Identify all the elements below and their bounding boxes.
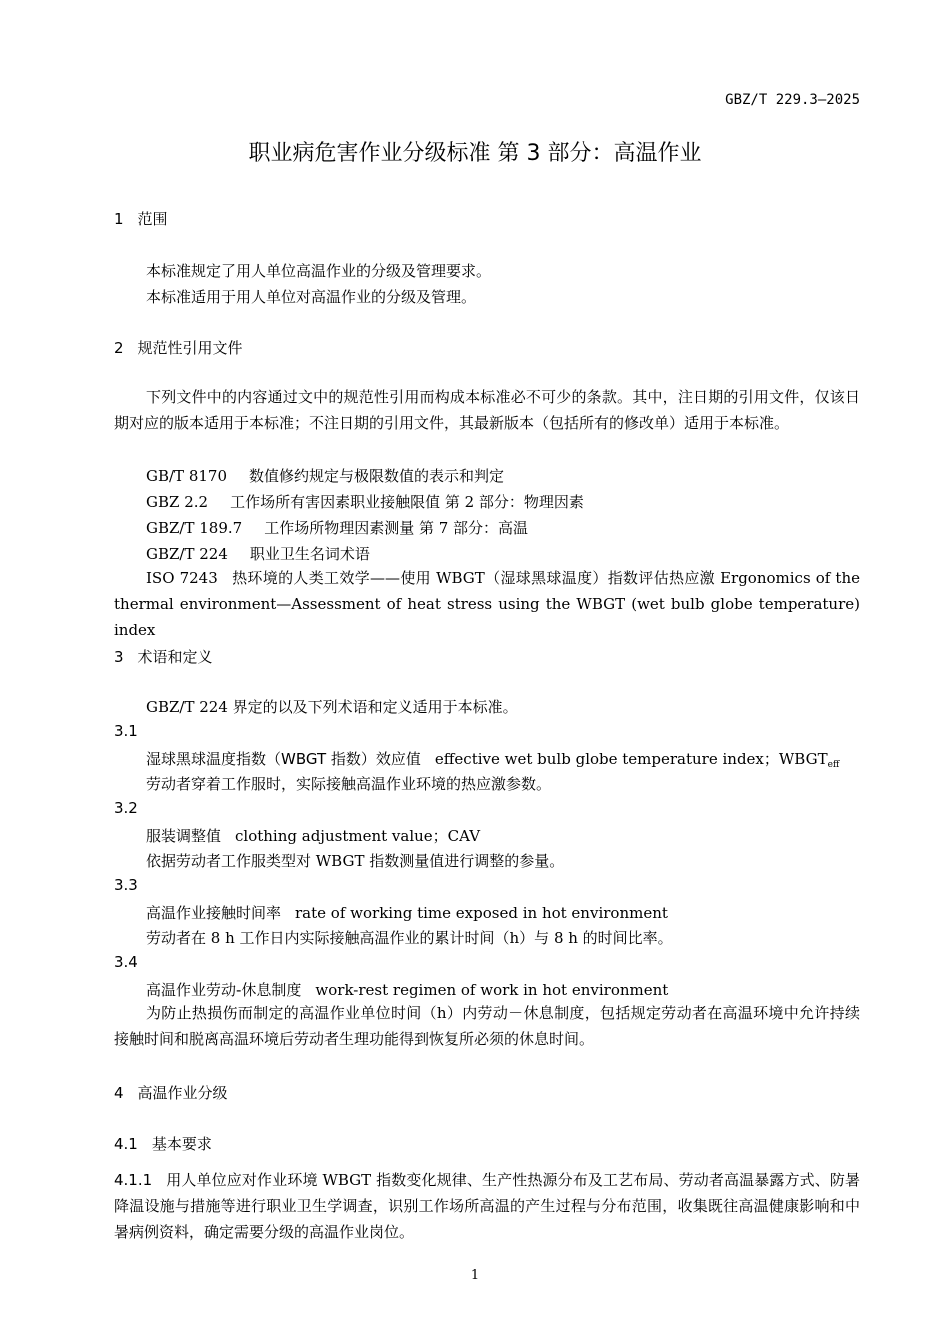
term-zh: 高温作业接触时间率	[146, 904, 282, 922]
section-number: 1	[114, 210, 124, 228]
section-title: 术语和定义	[137, 648, 213, 666]
term-entry	[146, 748, 839, 770]
subsection-4-1-heading	[114, 1133, 212, 1154]
clause-number: 4.1.1	[114, 1171, 153, 1189]
term-entry	[146, 979, 668, 1000]
term-number: 3.2	[114, 799, 138, 817]
section-3-heading	[114, 646, 213, 667]
section-number: 4	[114, 1084, 124, 1102]
page-number: 1	[470, 1268, 480, 1283]
clause-4-1-1	[114, 1167, 860, 1245]
reference-code: GBZ/T 224	[146, 545, 228, 563]
term-definition: 劳动者在 8 h 工作日内实际接触高温作业的累计时间（h）与 8 h 的时间比率。	[146, 929, 673, 947]
term-en: rate of working time exposed in hot environment	[295, 904, 668, 922]
term-en: work-rest regimen of work in hot environment	[315, 981, 669, 999]
term-zh: 高温作业劳动-休息制度	[146, 981, 302, 999]
term-definition: 依据劳动者工作服类型对 WBGT 指数测量值进行调整的参量。	[146, 852, 565, 870]
paragraph: 下列文件中的内容通过文中的规范性引用而构成本标准必不可少的条款。其中，注日期的引用文件，仅该日期对应的版本适用于本标准；不注日期的引用文件，其最新版本（包括所有的修改单）适用于本标准。	[114, 388, 860, 432]
paragraph: 本标准适用于用人单位对高温作业的分级及管理。	[146, 288, 477, 306]
term-definition: 为防止热损伤而制定的高温作业单位时间（h）内劳动－休息制度，包括规定劳动者在高温环境中允许持续接触时间和脱离高温环境后劳动者生理功能得到恢复所必须的休息时间。	[114, 1004, 860, 1048]
term-number: 3.4	[114, 953, 138, 971]
reference-title: 工作场所有害因素职业接触限值 第 2 部分：物理因素	[230, 493, 584, 511]
paragraph: 本标准规定了用人单位高温作业的分级及管理要求。	[146, 262, 492, 280]
term-en-subscript: eff	[827, 760, 840, 770]
term-en: effective wet bulb globe temperature index；WBGT	[434, 750, 828, 768]
section-2-heading	[114, 337, 243, 358]
reference-item	[146, 491, 584, 512]
reference-code: ISO 7243	[146, 569, 218, 587]
reference-title: 工作场所物理因素测量 第 7 部分：高温	[264, 519, 529, 537]
subsection-number: 4.1	[114, 1135, 138, 1153]
section-4-heading	[114, 1082, 228, 1103]
term-zh: 湿球黑球温度指数（WBGT 指数）效应值	[146, 750, 421, 768]
reference-code: GBZ 2.2	[146, 493, 209, 511]
subsection-title: 基本要求	[151, 1135, 212, 1153]
section-title: 规范性引用文件	[137, 339, 243, 357]
reference-item	[114, 565, 860, 643]
section-number: 3	[114, 648, 124, 666]
reference-code: GBZ/T 189.7	[146, 519, 243, 537]
section-title: 高温作业分级	[137, 1084, 228, 1102]
clause-text: 用人单位应对作业环境 WBGT 指数变化规律、生产性热源分布及工艺布局、劳动者高温暴露方式、防暑降温设施与措施等进行职业卫生学调查，识别工作场所高温的产生过程与分布范围，收集既往高温健康影响和中暑病例资料，确定需要分级的高温作业岗位。	[114, 1171, 860, 1241]
reference-item	[146, 543, 370, 564]
section-number: 2	[114, 339, 124, 357]
reference-code: GB/T 8170	[146, 467, 228, 485]
standard-number: GBZ/T 229.3—2025	[725, 92, 860, 108]
term-definition: 劳动者穿着工作服时，实际接触高温作业环境的热应激参数。	[146, 775, 552, 793]
term-number: 3.1	[114, 722, 138, 740]
reference-item	[146, 517, 528, 538]
document-title: 职业病危害作业分级标准 第 3 部分：高温作业	[248, 141, 702, 166]
reference-title: 数值修约规定与极限数值的表示和判定	[249, 467, 505, 485]
reference-title: 热环境的人类工效学——使用 WBGT（湿球黑球温度）指数评估热应激 Ergonomics of the thermal environment—Assessment of heat stress using the WBGT (wet bulb globe temperature) index	[114, 569, 860, 639]
section-title: 范围	[137, 210, 168, 228]
term-entry	[146, 825, 480, 846]
reference-title: 职业卫生名词术语	[249, 545, 370, 563]
reference-item	[146, 465, 504, 486]
paragraph: GBZ/T 224 界定的以及下列术语和定义适用于本标准。	[146, 698, 518, 716]
section-1-heading	[114, 208, 168, 229]
term-zh: 服装调整值	[146, 827, 222, 845]
term-en: clothing adjustment value；CAV	[235, 827, 481, 845]
term-entry	[146, 902, 668, 923]
term-number: 3.3	[114, 876, 138, 894]
